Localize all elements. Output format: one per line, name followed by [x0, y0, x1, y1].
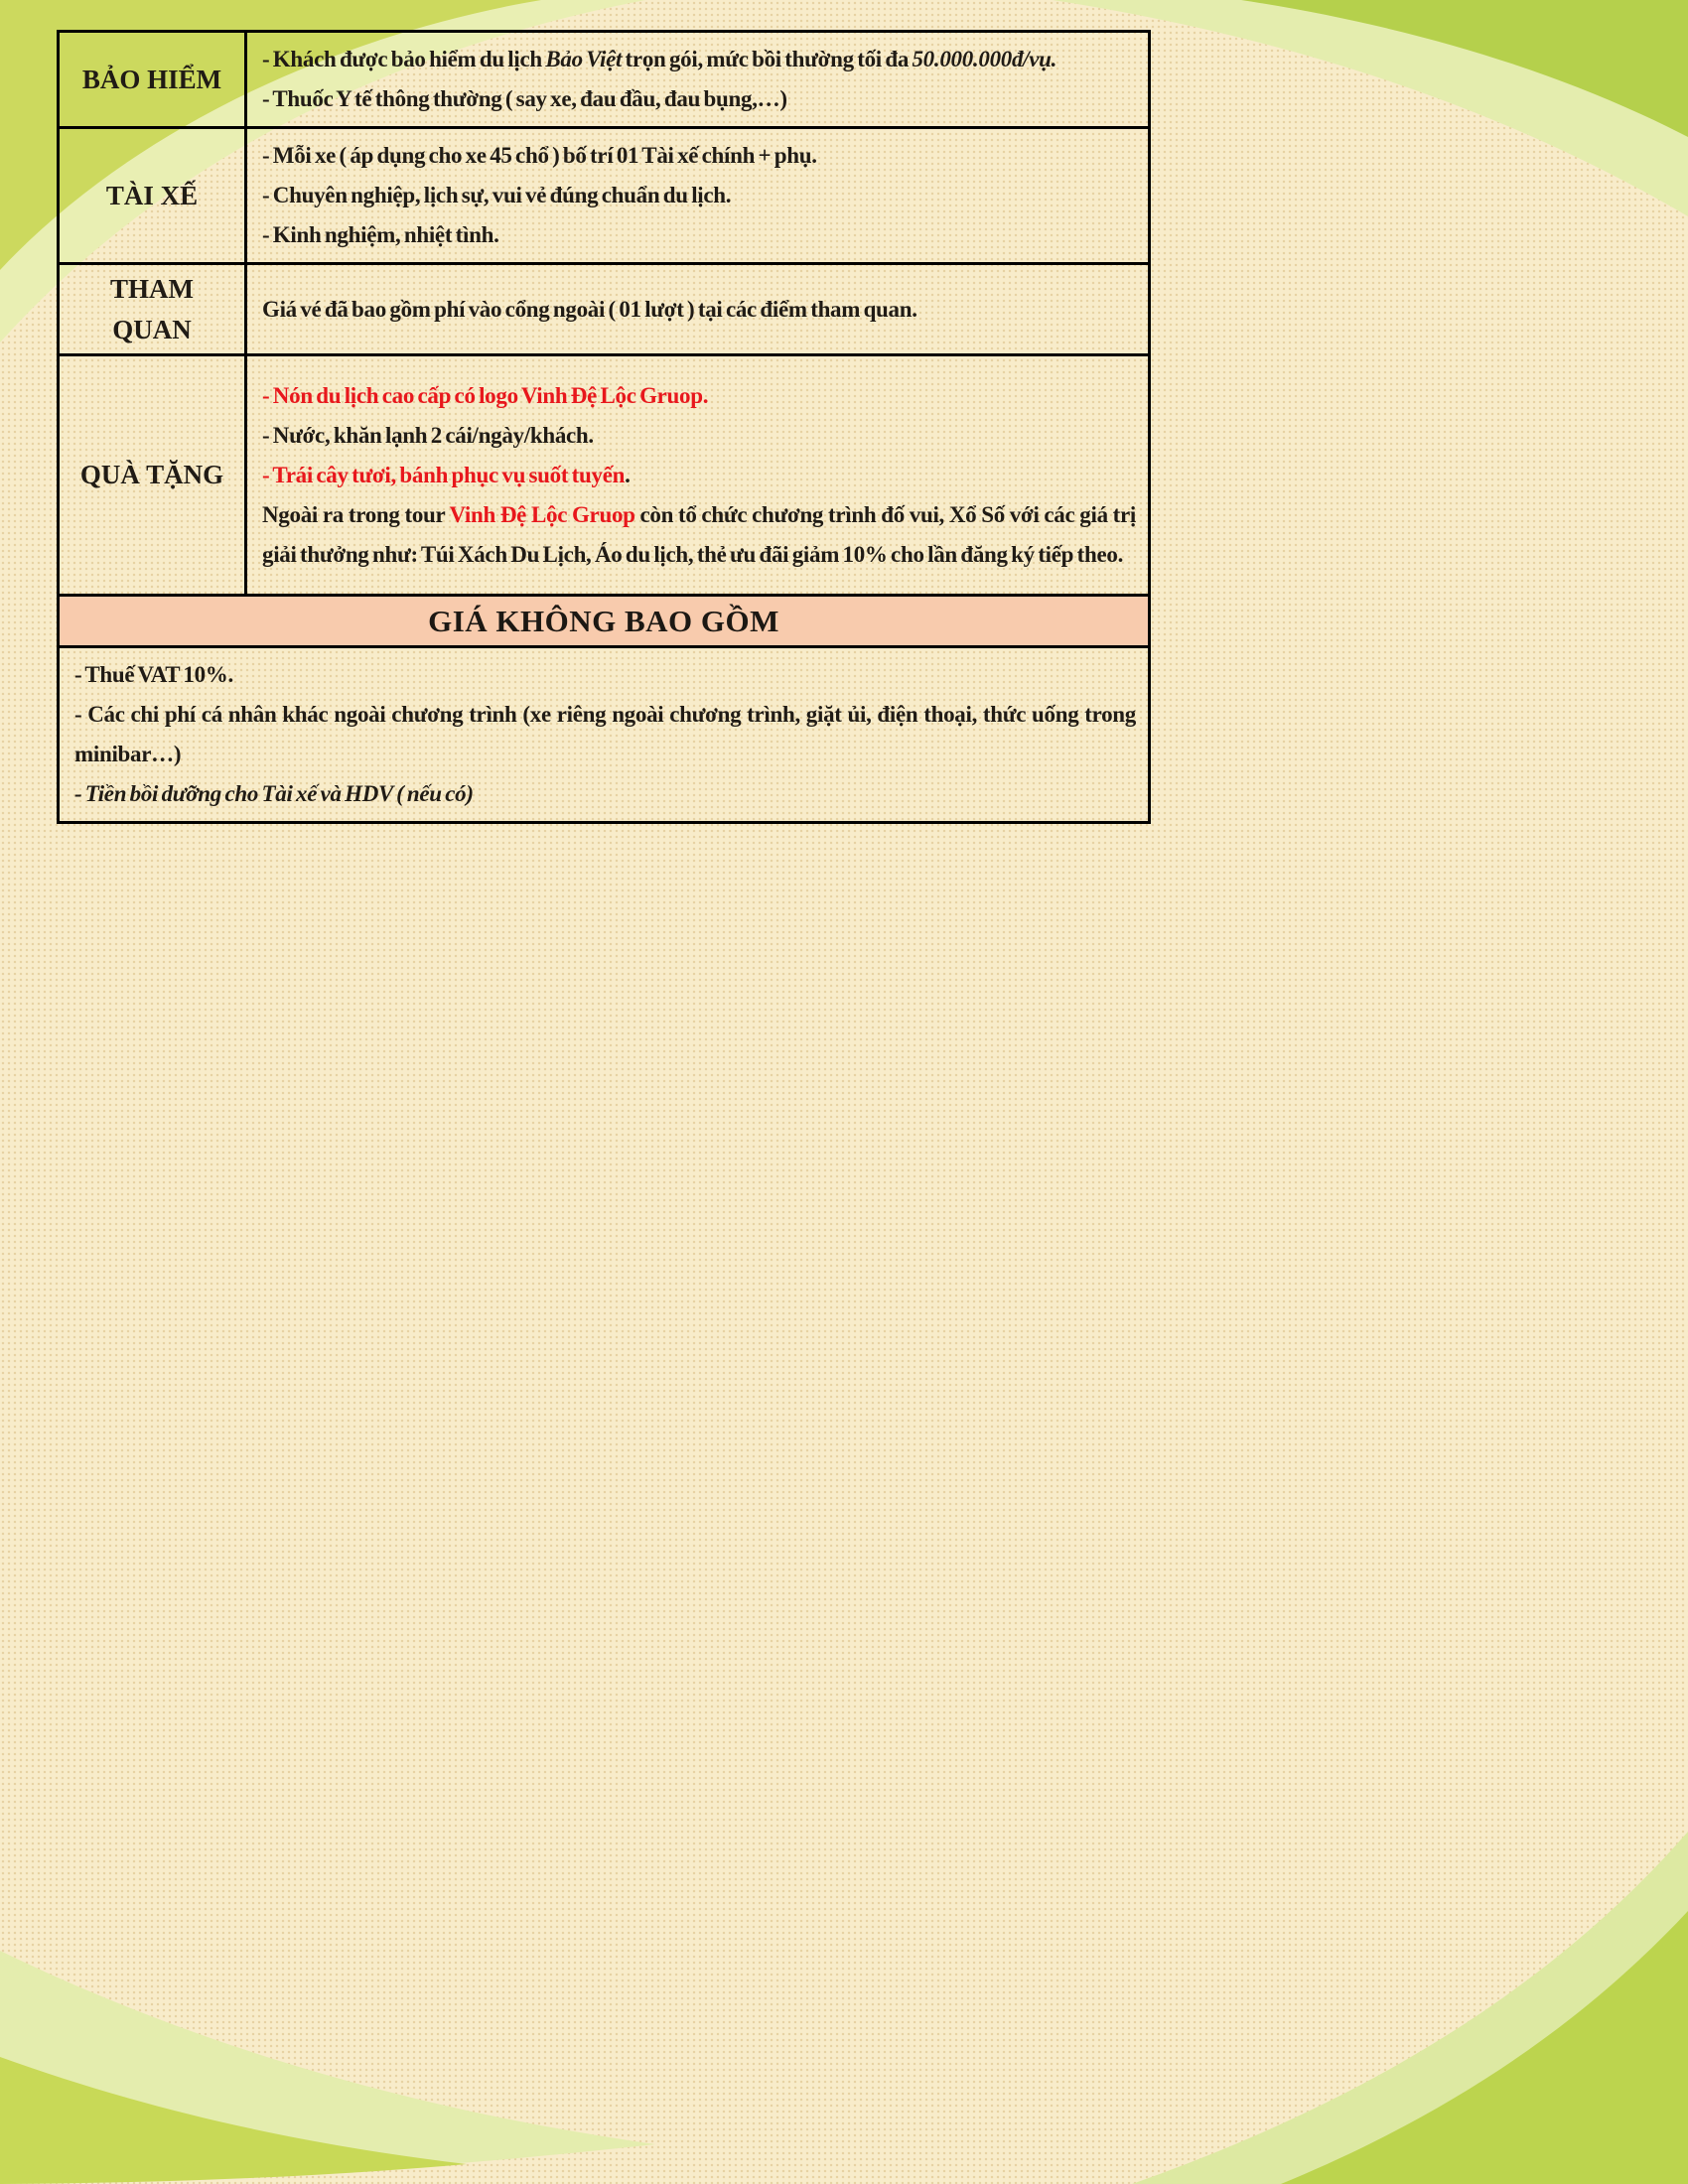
- excluded-section-content: [59, 647, 1150, 823]
- text-line: [262, 176, 1136, 215]
- text-segment-italic: - Tiền bồi dưỡng cho Tài xế và HDV ( nếu có): [74, 781, 474, 806]
- text-line: [262, 290, 1136, 330]
- text-line: [262, 40, 1136, 79]
- text-segment: - Các chi phí cá nhân khác ngoài chương trình (xe riêng ngoài chương trình, giặt ủi, điện thoại, thức uống trong minibar…): [74, 702, 1136, 766]
- text-segment: .: [625, 462, 631, 487]
- row-label-driver: TÀI XẾ: [59, 128, 246, 264]
- text-segment: trọn gói, mức bồi thường tối đa: [622, 47, 913, 71]
- text-line: [262, 416, 1136, 456]
- text-line: [74, 655, 1136, 695]
- text-segment: - Khách được bảo hiểm du lịch: [262, 47, 546, 71]
- row-content-sightseeing: [246, 264, 1150, 355]
- text-segment: Giá vé đã bao gồm phí vào cổng ngoài ( 01 lượt ) tại các điểm tham quan.: [262, 296, 917, 322]
- text-segment-italic: Bảo Việt: [545, 47, 623, 71]
- text-segment: còn tổ chức chương trình đố vui, Xổ Số với các giá trị giải thưởng như: Túi Xách Du Lịch, Áo du lịch, thẻ ưu đãi giảm 10% cho lần đăng ký tiếp theo.: [262, 501, 1137, 567]
- text-line: [74, 695, 1136, 774]
- tour-services-table: [57, 30, 1151, 824]
- text-segment: - Mỗi xe ( áp dụng cho xe 45 chổ ) bố trí 01 Tài xế chính + phụ.: [262, 143, 817, 168]
- table-row-insurance: [59, 32, 1150, 128]
- text-segment: - Chuyên nghiệp, lịch sự, vui vẻ đúng chuẩn du lịch.: [262, 183, 732, 207]
- text-segment-red: - Nón du lịch cao cấp có logo Vinh Đệ Lộc Gruop.: [262, 382, 709, 408]
- text-line: [262, 376, 1136, 416]
- row-content-insurance: [246, 32, 1150, 128]
- text-line: [262, 79, 1136, 119]
- text-segment-red: Vinh Đệ Lộc Gruop: [449, 501, 635, 527]
- text-segment: - Thuế VAT 10%.: [74, 662, 233, 687]
- text-line: [262, 136, 1136, 176]
- excluded-section-title: GIÁ KHÔNG BAO GỒM: [59, 596, 1150, 647]
- text-line: [74, 774, 1136, 814]
- table-row-sightseeing: [59, 264, 1150, 355]
- row-content-gifts: [246, 355, 1150, 596]
- text-segment: - Kinh nghiệm, nhiệt tình.: [262, 222, 499, 247]
- text-segment-red: - Trái cây tươi, bánh phục vụ suốt tuyến: [262, 462, 626, 487]
- row-content-driver: [246, 128, 1150, 264]
- table-row-excluded-content: [59, 647, 1150, 823]
- text-line: [262, 215, 1136, 255]
- row-label-gifts: QUÀ TẶNG: [59, 355, 246, 596]
- table-row-driver: [59, 128, 1150, 264]
- text-line: [262, 495, 1136, 575]
- table-row-gifts: [59, 355, 1150, 596]
- row-label-insurance: BẢO HIỂM: [59, 32, 246, 128]
- text-segment: - Thuốc Y tế thông thường ( say xe, đau đầu, đau bụng,…): [262, 86, 787, 111]
- table-row-excluded-header: [59, 596, 1150, 647]
- text-line: [262, 456, 1136, 495]
- row-label-sightseeing: THAM QUAN: [59, 264, 246, 355]
- text-segment-italic: 50.000.000đ/vụ.: [912, 47, 1057, 71]
- text-segment: - Nước, khăn lạnh 2 cái/ngày/khách.: [262, 422, 594, 448]
- text-segment: Ngoài ra trong tour: [262, 501, 450, 527]
